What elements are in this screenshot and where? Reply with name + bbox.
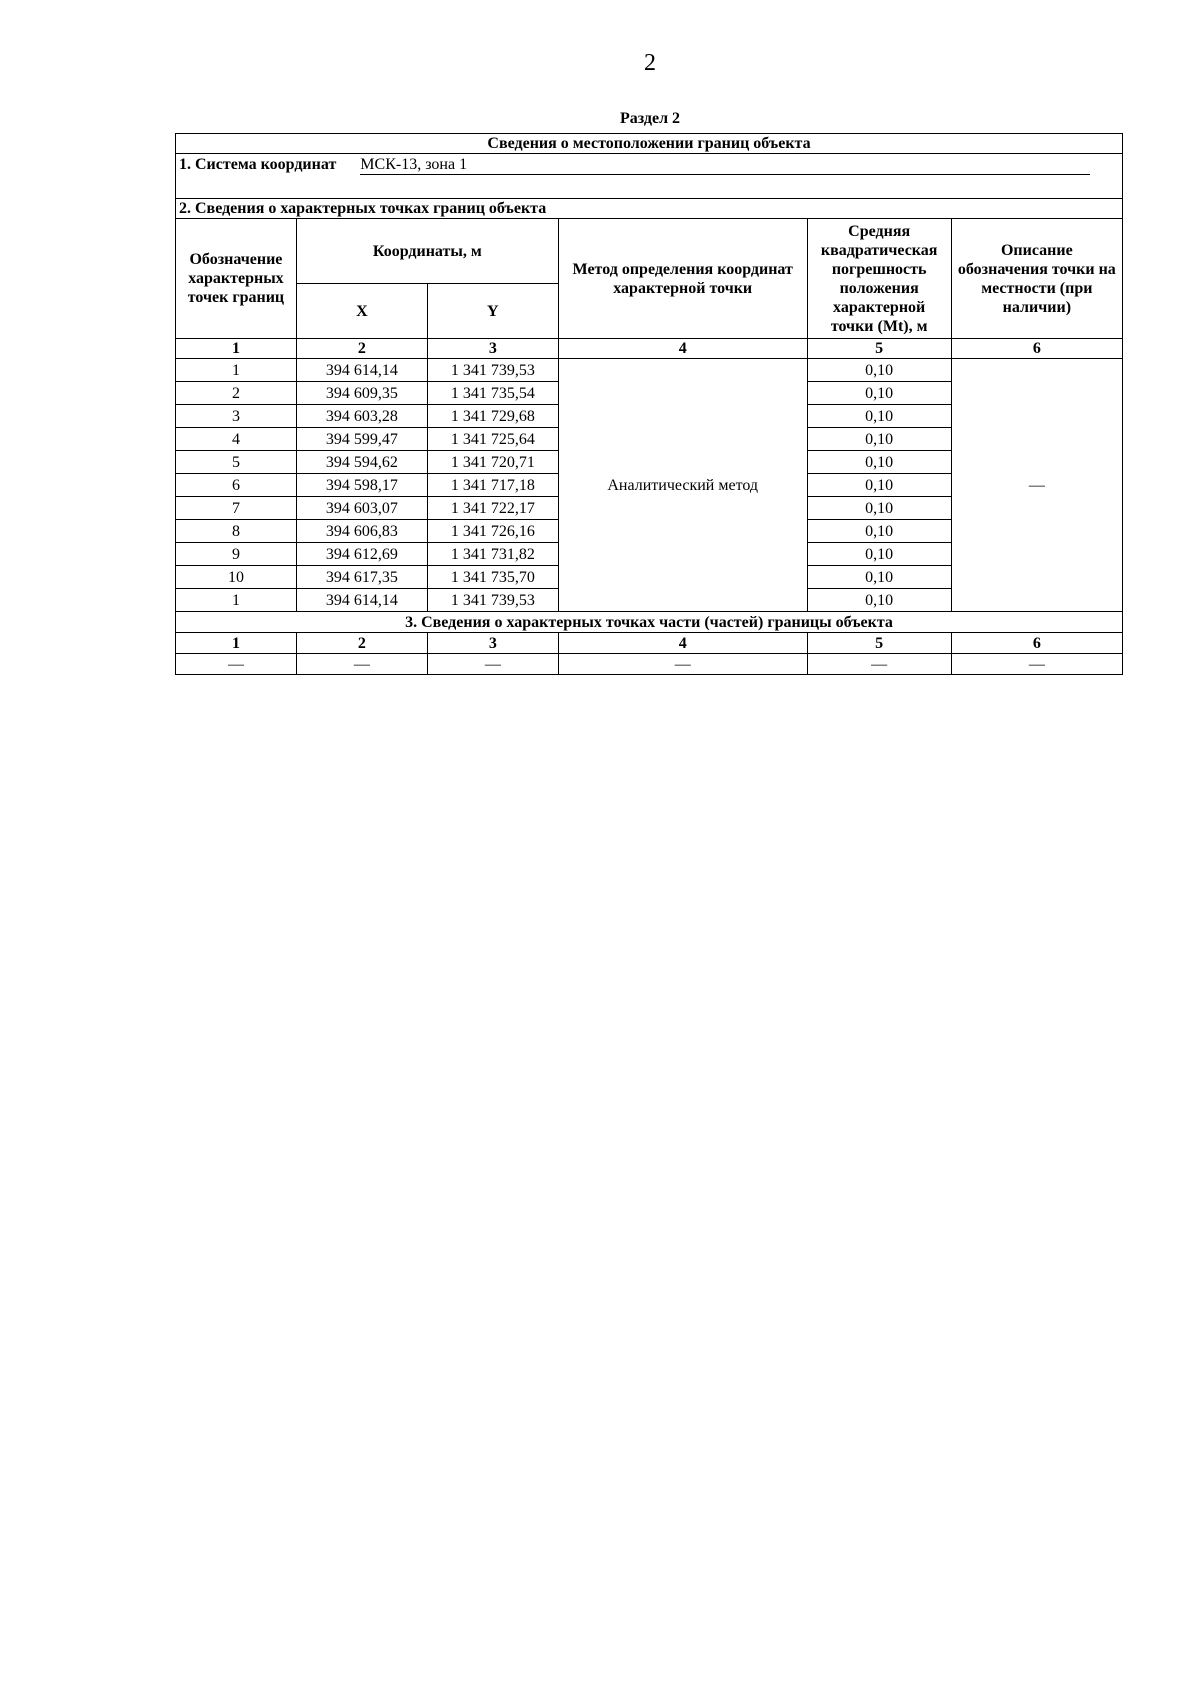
column-number: 2 xyxy=(296,633,427,654)
point-id: 10 xyxy=(176,566,297,589)
point-x: 394 603,28 xyxy=(296,405,427,428)
boundary-table xyxy=(175,133,1123,675)
section-title: Раздел 2 xyxy=(619,110,681,127)
point-x: 394 614,14 xyxy=(296,359,427,382)
coord-system-value: МСК-13, зона 1 xyxy=(360,155,1090,175)
dash-cell: — xyxy=(558,654,807,675)
point-id: 6 xyxy=(176,474,297,497)
parts-section-title: 3. Сведения о характерных точках части (частей) границы объекта xyxy=(176,612,1123,633)
column-number: 6 xyxy=(951,339,1122,359)
point-mt: 0,10 xyxy=(807,520,951,543)
point-y: 1 341 739,53 xyxy=(427,589,558,612)
header-method: Метод определения координат характерной точки xyxy=(558,219,807,339)
point-mt: 0,10 xyxy=(807,428,951,451)
point-y: 1 341 717,18 xyxy=(427,474,558,497)
points-section-row xyxy=(176,199,1123,219)
table-title-row xyxy=(176,134,1123,154)
point-x: 394 598,17 xyxy=(296,474,427,497)
coord-system xyxy=(176,154,1123,177)
point-y: 1 341 735,70 xyxy=(427,566,558,589)
dash-cell: — xyxy=(176,654,297,675)
header-y: Y xyxy=(427,284,558,339)
point-mt: 0,10 xyxy=(807,543,951,566)
point-y: 1 341 726,16 xyxy=(427,520,558,543)
table-title: Сведения о местоположении границ объекта xyxy=(176,134,1123,154)
parts-row xyxy=(176,654,1123,675)
parts-column-numbers-row xyxy=(176,633,1123,654)
column-number: 4 xyxy=(558,339,807,359)
column-number: 1 xyxy=(176,633,297,654)
point-id: 8 xyxy=(176,520,297,543)
point-x: 394 603,07 xyxy=(296,497,427,520)
method-cell: Аналитический метод xyxy=(558,359,807,612)
point-mt: 0,10 xyxy=(807,566,951,589)
point-id: 1 xyxy=(176,589,297,612)
point-id: 2 xyxy=(176,382,297,405)
column-number: 3 xyxy=(427,339,558,359)
coord-system-label: 1. Система координат xyxy=(179,156,337,173)
page-number: 2 xyxy=(644,50,656,76)
point-y: 1 341 731,82 xyxy=(427,543,558,566)
point-id: 3 xyxy=(176,405,297,428)
header-designation: Обозначение характерных точек границ xyxy=(176,219,297,339)
spacer xyxy=(176,176,1123,199)
point-y: 1 341 729,68 xyxy=(427,405,558,428)
point-mt: 0,10 xyxy=(807,474,951,497)
header-row-1 xyxy=(176,219,1123,284)
column-number: 1 xyxy=(176,339,297,359)
point-x: 394 594,62 xyxy=(296,451,427,474)
column-numbers-row xyxy=(176,339,1123,359)
point-id: 9 xyxy=(176,543,297,566)
dash-cell: — xyxy=(807,654,951,675)
parts-section-row xyxy=(176,612,1123,633)
header-description: Описание обозначения точки на местности (при наличии) xyxy=(951,219,1122,339)
coord-system-row xyxy=(176,154,1123,177)
point-mt: 0,10 xyxy=(807,359,951,382)
column-number: 5 xyxy=(807,633,951,654)
point-id: 4 xyxy=(176,428,297,451)
header-error: Средняя квадратическая погрешность положения характерной точки (Mt), м xyxy=(807,219,951,339)
point-y: 1 341 735,54 xyxy=(427,382,558,405)
points-section-title: 2. Сведения о характерных точках границ объекта xyxy=(176,199,1123,219)
dash-cell: — xyxy=(951,654,1122,675)
dash-cell: — xyxy=(427,654,558,675)
point-x: 394 617,35 xyxy=(296,566,427,589)
description-cell: — xyxy=(951,359,1122,612)
point-y: 1 341 725,64 xyxy=(427,428,558,451)
point-mt: 0,10 xyxy=(807,589,951,612)
point-mt: 0,10 xyxy=(807,382,951,405)
point-mt: 0,10 xyxy=(807,405,951,428)
column-number: 5 xyxy=(807,339,951,359)
point-y: 1 341 739,53 xyxy=(427,359,558,382)
header-x: X xyxy=(296,284,427,339)
header-coordinates: Координаты, м xyxy=(296,219,558,284)
table-row xyxy=(176,359,1123,382)
point-id: 7 xyxy=(176,497,297,520)
column-number: 3 xyxy=(427,633,558,654)
column-number: 2 xyxy=(296,339,427,359)
point-x: 394 614,14 xyxy=(296,589,427,612)
point-x: 394 609,35 xyxy=(296,382,427,405)
column-number: 6 xyxy=(951,633,1122,654)
dash-cell: — xyxy=(296,654,427,675)
point-x: 394 599,47 xyxy=(296,428,427,451)
point-id: 5 xyxy=(176,451,297,474)
column-number: 4 xyxy=(558,633,807,654)
point-y: 1 341 720,71 xyxy=(427,451,558,474)
point-id: 1 xyxy=(176,359,297,382)
point-mt: 0,10 xyxy=(807,497,951,520)
point-mt: 0,10 xyxy=(807,451,951,474)
point-x: 394 606,83 xyxy=(296,520,427,543)
point-y: 1 341 722,17 xyxy=(427,497,558,520)
point-x: 394 612,69 xyxy=(296,543,427,566)
spacer-row xyxy=(176,176,1123,199)
